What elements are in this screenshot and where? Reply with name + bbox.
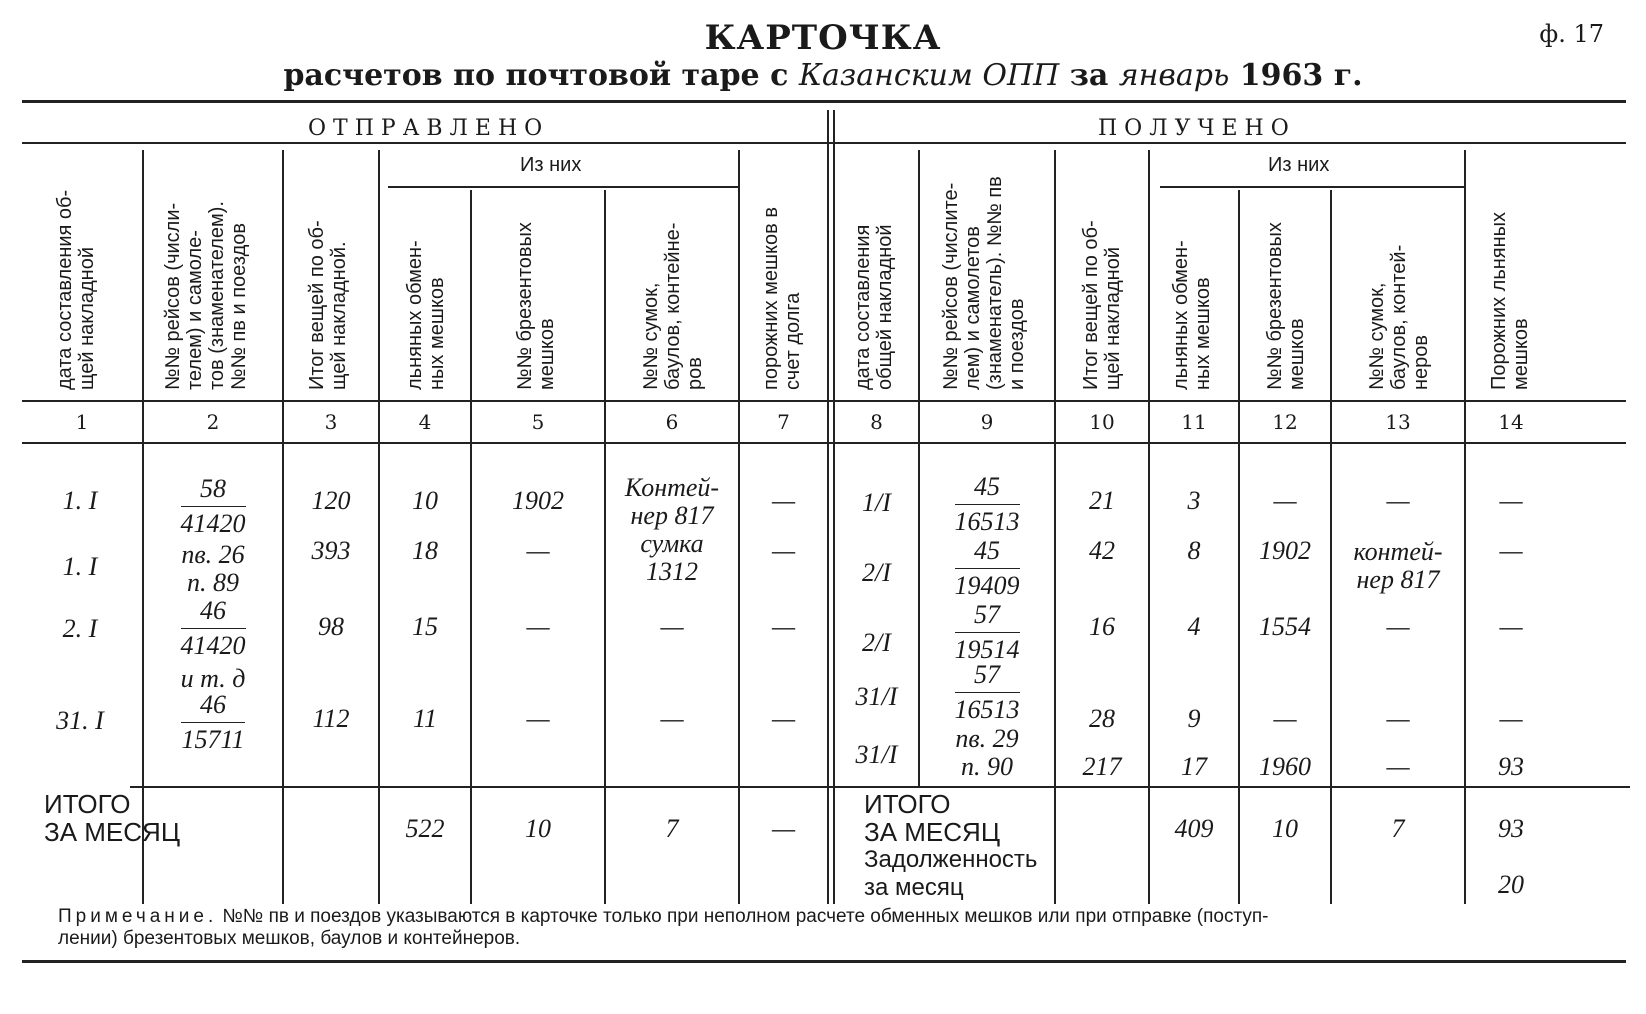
sent-r4-total: 112 xyxy=(312,704,350,733)
col-number-7: 7 xyxy=(777,410,790,434)
sent-r2-pv: пв. 26 xyxy=(181,540,245,569)
section-received: ПОЛУЧЕНО xyxy=(1098,116,1296,141)
sent-r4-fraction xyxy=(144,690,282,755)
rule-izn-left xyxy=(388,186,738,188)
recv-r1-num: 45 xyxy=(955,472,1020,505)
sent-r1-empty: — xyxy=(771,486,796,515)
rule-numbers xyxy=(22,442,1626,444)
col-header-7: порожних мешков в счет долга xyxy=(760,207,804,390)
sent-r3-canvas: — xyxy=(526,612,550,641)
rule-totals xyxy=(130,786,1630,788)
col-number-6: 6 xyxy=(665,410,679,434)
recv-r5-bags: — xyxy=(1386,752,1410,781)
col-header-12: №№ брезентовых мешков xyxy=(1264,222,1308,390)
sent-r4-bags: — xyxy=(660,704,684,733)
recv-r4-den: 16513 xyxy=(954,695,1020,724)
col-number-9: 9 xyxy=(980,410,994,434)
card-subtitle xyxy=(0,58,1646,93)
subtitle-za: за xyxy=(1069,58,1109,93)
col-header-6: №№ сумок, баулов, контейне- ров xyxy=(640,222,706,390)
recv-r4-total: 28 xyxy=(1089,704,1115,733)
sent-r1-bags: Контей- нер 817 сумка 1312 xyxy=(624,473,720,586)
recv-r5-total: 217 xyxy=(1082,752,1122,781)
col-header-11: льняных обмен- ных мешков xyxy=(1170,240,1214,390)
footnote-text: №№ пв и поездов указываются в карточке только при неполном расчете обменных мешков или при отправке (поступ- лении) брезентовых мешков, баулов и контейнеров. xyxy=(58,906,1269,949)
recv-r3-empty: — xyxy=(1499,612,1523,641)
recv-r1-linen: 3 xyxy=(1187,486,1201,515)
recv-r3-linen: 4 xyxy=(1187,612,1201,641)
recv-r3-date: 2/I xyxy=(862,628,891,657)
recv-r2-empty: — xyxy=(1499,536,1523,565)
col-header-13: №№ сумок, баулов, контей- неров xyxy=(1366,244,1432,390)
vline-6 xyxy=(738,150,740,904)
sent-total-label-1: ИТОГО xyxy=(44,789,131,819)
of-them-right: Из них xyxy=(1268,154,1330,176)
rule-izn-right xyxy=(1160,186,1465,188)
footnote xyxy=(58,906,1618,950)
sent-r1-den: 41420 xyxy=(180,509,246,538)
col-header-3: Итог вещей по об- щей накладной. xyxy=(306,220,350,390)
recv-r3-total: 16 xyxy=(1089,612,1115,641)
sent-r4-canvas: — xyxy=(526,704,550,733)
col-header-5: №№ брезентовых мешков xyxy=(514,222,558,390)
sent-r3-num: 46 xyxy=(181,596,246,629)
recv-r1-den: 16513 xyxy=(954,507,1020,536)
sent-etc: и т. д xyxy=(180,664,246,693)
vline-13 xyxy=(1464,150,1466,904)
col-number-11: 11 xyxy=(1181,410,1207,434)
sent-r4-empty: — xyxy=(771,704,796,733)
recv-r4-fraction xyxy=(920,660,1054,725)
recv-r1-canvas: — xyxy=(1273,486,1297,515)
col-header-1: дата составления об- щей накладной xyxy=(54,189,98,390)
footnote-label: Примечание. xyxy=(58,906,218,927)
recv-total-empty: 93 xyxy=(1498,814,1524,843)
vline-10 xyxy=(1148,150,1150,904)
sent-r1-total: 120 xyxy=(311,486,351,515)
sent-r3-fraction xyxy=(144,596,282,661)
col-number-5: 5 xyxy=(531,410,545,434)
recv-r3-canvas: 1554 xyxy=(1259,612,1311,641)
recv-r5-canvas: 1960 xyxy=(1259,752,1311,781)
sent-r2-train: п. 89 xyxy=(187,568,239,597)
sent-r3-bags: — xyxy=(660,612,684,641)
recv-r2-canvas: 1902 xyxy=(1259,536,1311,565)
recv-r5-linen: 17 xyxy=(1181,752,1207,781)
recv-r3-num: 57 xyxy=(955,600,1020,633)
form-number: ф. 17 xyxy=(1539,20,1604,48)
sent-r2-total: 393 xyxy=(311,536,351,565)
recv-r1-fraction xyxy=(920,472,1054,537)
recv-r4-bags: — xyxy=(1386,704,1410,733)
col-header-10: Итог вещей по об- щей накладной xyxy=(1080,220,1124,390)
of-them-left: Из них xyxy=(520,154,582,176)
recv-total-canvas: 10 xyxy=(1272,814,1298,843)
recv-r4-linen: 9 xyxy=(1187,704,1201,733)
rule-top xyxy=(22,100,1626,103)
recv-r1-empty: — xyxy=(1499,486,1523,515)
vline-3 xyxy=(378,150,380,904)
subtitle-office: Казанским ОПП xyxy=(798,58,1060,93)
col-number-13: 13 xyxy=(1385,410,1411,434)
sent-total-bags: 7 xyxy=(665,814,679,843)
col-header-9: №№ рейсов (числите- лем) и самолетов (знаменатель). №№ пв и поездов xyxy=(940,176,1028,390)
debt-label-2: за месяц xyxy=(864,874,964,901)
sent-r1-num: 58 xyxy=(181,474,246,507)
rule-bottom xyxy=(22,960,1626,963)
card-title: КАРТОЧКА xyxy=(704,18,942,58)
vline-mid-a xyxy=(827,110,829,904)
sent-r3-empty: — xyxy=(771,612,796,641)
recv-r2-linen: 8 xyxy=(1187,536,1201,565)
col-number-2: 2 xyxy=(206,410,220,434)
col-number-4: 4 xyxy=(418,410,432,434)
col-number-3: 3 xyxy=(324,410,338,434)
sent-r2-empty: — xyxy=(771,536,796,565)
col-header-14: Порожних льняных мешков xyxy=(1488,211,1532,390)
sent-r1-date: 1. I xyxy=(62,486,98,515)
rule-headers xyxy=(22,400,1626,402)
recv-r2-date: 2/I xyxy=(862,558,891,587)
sent-r1-fraction xyxy=(144,474,282,539)
recv-r3-den: 19514 xyxy=(954,635,1020,664)
sent-total-empty: — xyxy=(771,814,796,843)
debt-label-1: Задолженность xyxy=(864,846,1038,873)
subtitle-month: январь xyxy=(1118,58,1230,93)
recv-r3-fraction xyxy=(920,600,1054,665)
sent-total-linen: 522 xyxy=(405,814,445,843)
vline-2 xyxy=(282,150,284,904)
recv-r2-total: 42 xyxy=(1089,536,1115,565)
section-sent: ОТПРАВЛЕНО xyxy=(308,116,550,141)
recv-r1-bags: — xyxy=(1386,486,1410,515)
sent-r1-canvas: 1902 xyxy=(512,486,564,515)
vline-9 xyxy=(1054,150,1056,904)
sent-r1-linen: 10 xyxy=(412,486,438,515)
sent-r2-canvas: — xyxy=(526,536,550,565)
sent-r4-den: 15711 xyxy=(181,725,245,754)
col-number-12: 12 xyxy=(1272,410,1298,434)
recv-total-bags: 7 xyxy=(1391,814,1405,843)
sent-r2-linen: 18 xyxy=(412,536,438,565)
recv-r4-num: 57 xyxy=(955,660,1020,693)
sent-total-label-2: ЗА МЕСЯЦ xyxy=(44,817,181,847)
recv-r5-empty: 93 xyxy=(1498,752,1524,781)
col-number-10: 10 xyxy=(1089,410,1115,434)
recv-r2-bags: контей- нер 817 xyxy=(1353,537,1443,594)
col-number-8: 8 xyxy=(870,410,883,434)
recv-r1-date: 1/I xyxy=(862,488,891,517)
recv-r3-bags: — xyxy=(1386,612,1410,641)
sent-r4-linen: 11 xyxy=(412,704,438,733)
recv-r2-num: 45 xyxy=(955,536,1020,569)
sent-r3-date: 2. I xyxy=(62,614,98,643)
recv-r5-pv: пв. 29 xyxy=(955,724,1019,753)
recv-r4-canvas: — xyxy=(1273,704,1297,733)
sent-r4-date: 31. I xyxy=(56,706,104,735)
subtitle-prefix: расчетов по почтовой таре с xyxy=(283,58,789,93)
sent-total-canvas: 10 xyxy=(525,814,551,843)
debt-value: 20 xyxy=(1498,870,1524,899)
sent-r4-num: 46 xyxy=(181,690,244,723)
recv-r2-den: 19409 xyxy=(954,571,1020,600)
recv-total-linen: 409 xyxy=(1174,814,1214,843)
recv-r2-fraction xyxy=(920,536,1054,601)
sent-r3-linen: 15 xyxy=(412,612,438,641)
col-number-1: 1 xyxy=(75,410,89,434)
recv-r4-empty: — xyxy=(1499,704,1523,733)
sent-r3-total: 98 xyxy=(318,612,344,641)
recv-r4-date: 31/I xyxy=(855,682,898,711)
subtitle-year: 1963 г. xyxy=(1239,58,1363,93)
col-header-2: №№ рейсов (числи- телем) и самоле- тов (знаменателем). №№ пв и поездов xyxy=(162,201,250,390)
recv-total-label-2: ЗА МЕСЯЦ xyxy=(864,817,1001,847)
col-number-14: 14 xyxy=(1498,410,1524,434)
col-header-8: дата составления общей накладной xyxy=(852,224,896,390)
recv-r5-train: п. 90 xyxy=(961,752,1013,781)
recv-r1-total: 21 xyxy=(1089,486,1115,515)
rule-sections xyxy=(22,142,1626,144)
sent-r2-date: 1. I xyxy=(62,552,98,581)
recv-r5-date: 31/I xyxy=(855,740,898,769)
sent-r3-den: 41420 xyxy=(180,631,246,660)
recv-total-label-1: ИТОГО xyxy=(864,789,951,819)
col-header-4: льняных обмен- ных мешков xyxy=(404,240,448,390)
